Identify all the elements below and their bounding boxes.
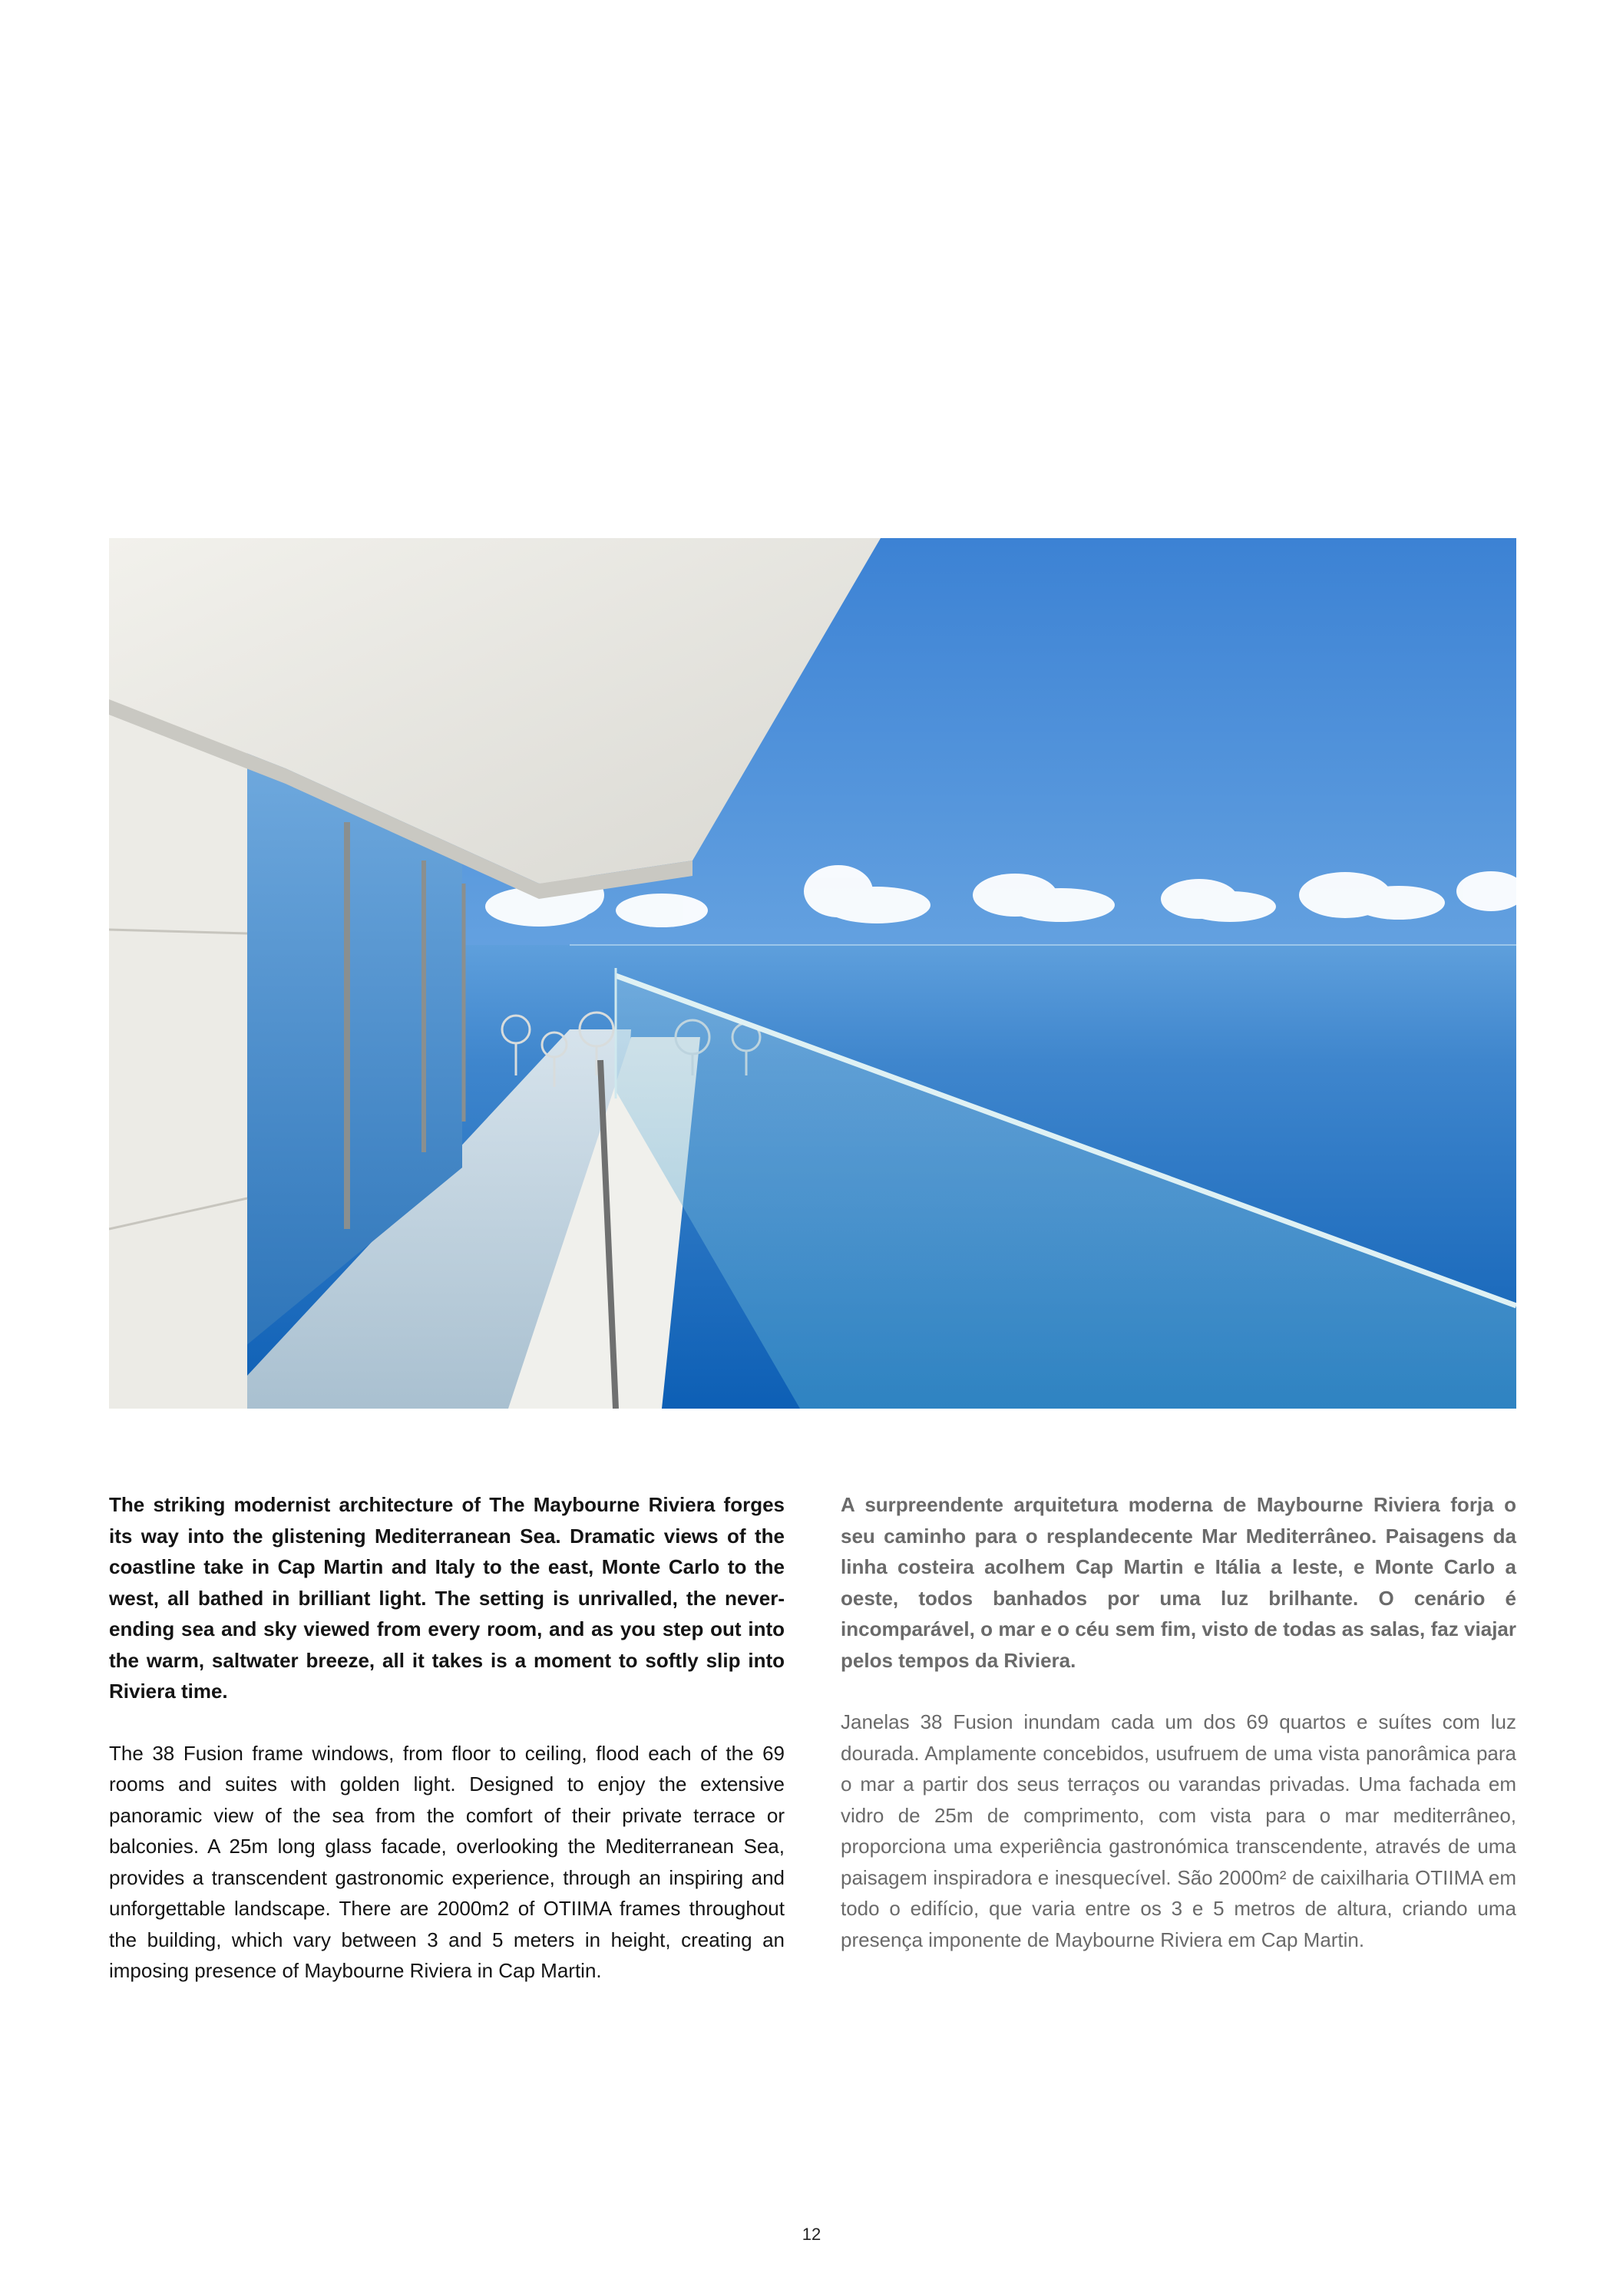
balcony-sea-view-photo bbox=[109, 538, 1516, 1409]
english-text-column bbox=[109, 1489, 785, 1987]
paragraph-spacer bbox=[109, 1707, 785, 1738]
english-body-paragraph: The 38 Fusion frame windows, from floor to ceiling, flood each of the 69 rooms and suites with golden light. Designed to enjoy the extensive panoramic view of the sea from the comfort of their private terrace or balconies. A 25m long glass facade, overlooking the Mediterranean Sea, provides a transcendent gastronomic experience, through an inspiring and unforgettable landscape. There are 2000m2 of OTIIMA frames throughout the building, which vary between 3 and 5 meters in height, creating an imposing presence of Maybourne Riviera in Cap Martin. bbox=[109, 1741, 785, 1982]
portuguese-lead-paragraph: A surpreendente arquitetura moderna de Maybourne Riviera forja o seu caminho para o resplandecente Mar Mediterrâneo. Paisagens da linha costeira acolhem Cap Martin e Itália a leste, e Monte Carlo a oeste, todos banhados por uma luz brilhante. O cenário é incomparável, o mar e o céu sem fim, visto de todas as salas, faz viajar pelos tempos da Riviera. bbox=[841, 1493, 1516, 1672]
page-number: 12 bbox=[802, 2225, 821, 2244]
portuguese-body-paragraph: Janelas 38 Fusion inundam cada um dos 69 quartos e suítes com luz dourada. Amplamente concebidos, usufruem de uma vista panorâmica para o mar a partir dos seus terraços ou varandas privadas. Uma fachada em vidro de 25m de comprimento, com vista para o mar mediterrâneo, proporciona uma experiência gastronómica transcendente, através de uma paisagem inspiradora e inesquecível. São 2000m² de caixilharia OTIIMA em todo o edifício, que varia entre os 3 e 5 metros de altura, criando uma presença imponente de Maybourne Riviera em Cap Martin. bbox=[841, 1710, 1516, 1951]
paragraph-spacer bbox=[841, 1676, 1516, 1706]
portuguese-text-column bbox=[841, 1489, 1516, 1955]
english-lead-paragraph: The striking modernist architecture of The Maybourne Riviera forges its way into the glistening Mediterranean Sea. Dramatic views of the coastline take in Cap Martin and Italy to the east, Monte Carlo to the west, all bathed in brilliant light. The setting is unrivalled, the never-ending sea and sky viewed from every room, and as you step out into the warm, saltwater breeze, all it takes is a moment to softly slip into Riviera time. bbox=[109, 1493, 785, 1703]
photo-illustration bbox=[109, 538, 1516, 1409]
